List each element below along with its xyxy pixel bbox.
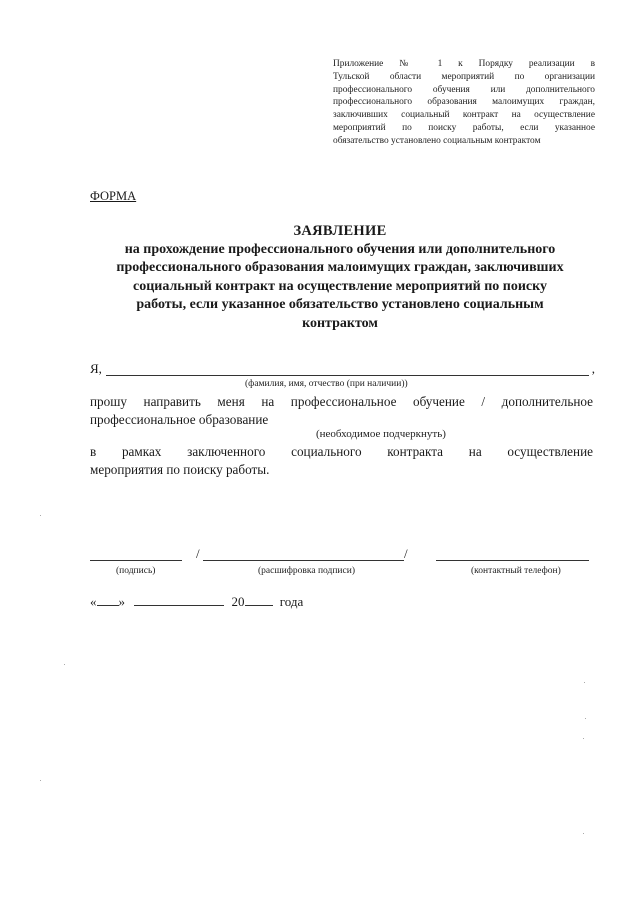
day-field[interactable] xyxy=(97,594,119,606)
appendix-line: профессионального обучения или дополнительного xyxy=(333,84,595,95)
request-line: профессиональное образование xyxy=(90,412,269,427)
scan-speck xyxy=(583,738,584,739)
scan-speck xyxy=(583,833,584,834)
document-title xyxy=(88,222,592,333)
request-line: прошу направить меня на профессиональное обучение / дополнительное xyxy=(90,394,593,409)
applicant-name-field[interactable] xyxy=(106,375,589,376)
title-line: контрактом xyxy=(302,315,378,331)
scan-speck xyxy=(585,718,586,719)
slash-close: / xyxy=(404,546,408,561)
scan-speck xyxy=(40,515,41,516)
phone-hint: (контактный телефон) xyxy=(471,566,561,576)
applicant-name-row xyxy=(90,361,595,379)
appendix-line: обязательство установлено социальным контрактом xyxy=(333,135,541,146)
appendix-line: Приложение № 1 к Порядку реализации в xyxy=(333,59,595,69)
applicant-suffix: , xyxy=(591,361,595,376)
year-word: года xyxy=(279,594,304,609)
month-field[interactable] xyxy=(134,594,224,606)
phone-field[interactable] xyxy=(436,560,589,561)
year-field[interactable] xyxy=(245,594,273,606)
title-line: социальный контракт на осуществление мероприятий по поиску xyxy=(132,278,548,294)
date-open-quote: « xyxy=(90,594,97,609)
title-line: на прохождение профессионального обучения или дополнительного xyxy=(124,241,556,257)
signature-field[interactable] xyxy=(90,560,182,561)
request-line: в рамках заключенного социального контракта на осуществление xyxy=(90,444,593,459)
appendix-line: мероприятий по поиску работы, если указанное xyxy=(333,122,595,133)
signature-hint: (подпись) xyxy=(116,566,156,576)
slash-open: / xyxy=(196,546,200,561)
underline-hint: (необходимое подчеркнуть) xyxy=(316,428,446,440)
request-paragraph-1 xyxy=(90,393,593,429)
appendix-note xyxy=(333,58,595,148)
scan-speck xyxy=(64,664,65,665)
scan-speck xyxy=(584,682,585,683)
title-line: профессионального образования малоимущих граждан, заключивших xyxy=(116,260,564,275)
year-prefix: 20 xyxy=(231,594,245,609)
appendix-line: Тульской области мероприятий по организации xyxy=(333,71,595,82)
forma-label: ФОРМА xyxy=(90,189,137,203)
title-line: работы, если указанное обязательство установлено социальным xyxy=(136,297,544,312)
date-close-quote: » xyxy=(118,594,125,609)
applicant-prefix: Я, xyxy=(90,361,102,376)
date-row xyxy=(90,594,303,610)
scan-speck xyxy=(40,780,41,781)
request-paragraph-2 xyxy=(90,443,593,479)
title-main: ЗАЯВЛЕНИЕ xyxy=(293,223,387,239)
request-line: мероприятия по поиску работы. xyxy=(90,462,270,477)
applicant-name-hint: (фамилия, имя, отчество (при наличии)) xyxy=(245,379,408,389)
appendix-line: заключивших социальный контракт на осуществление xyxy=(333,110,595,121)
appendix-line: профессионального образования малоимущих граждан, xyxy=(333,97,595,108)
decode-hint: (расшифровка подписи) xyxy=(258,566,355,576)
signature-decode-field[interactable] xyxy=(203,560,404,561)
